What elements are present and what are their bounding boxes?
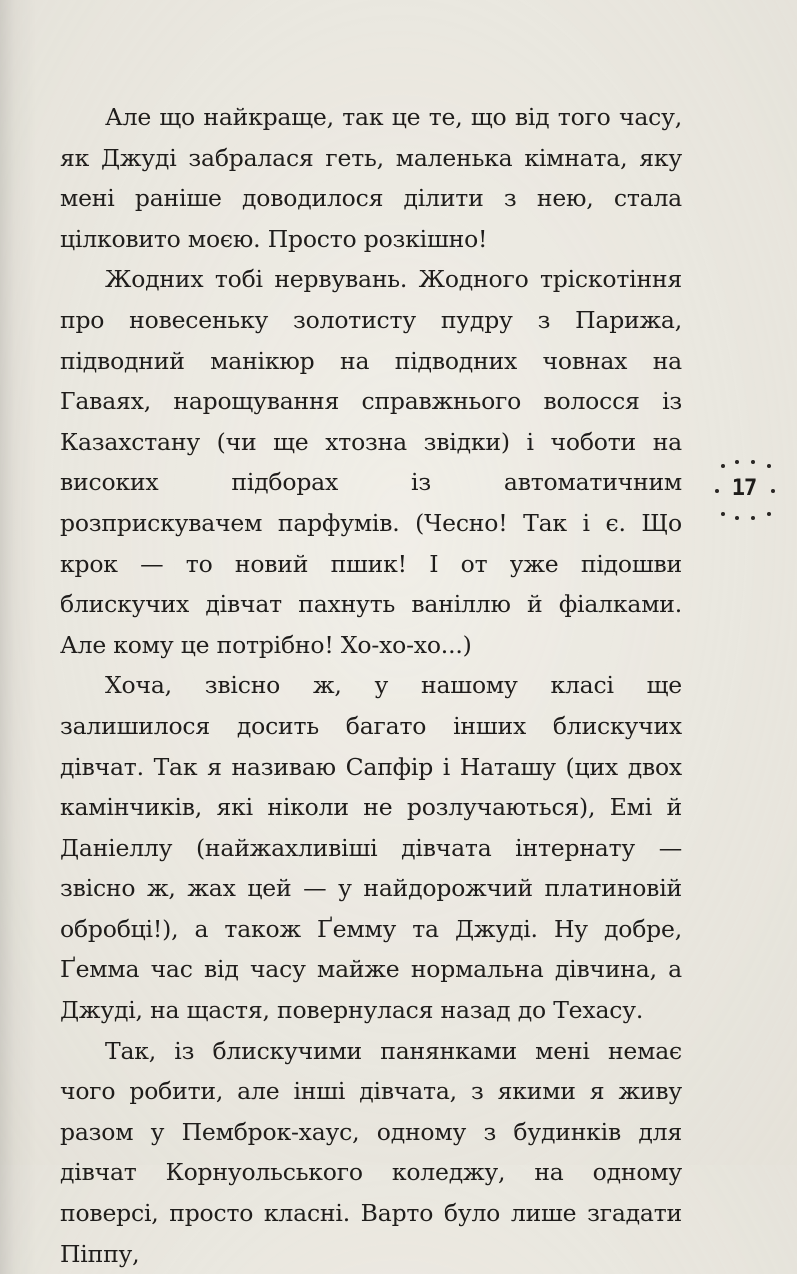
ornament-dot bbox=[721, 512, 725, 516]
paragraph-1: Але що найкраще, так це те, що від того часу, як Джуді забралася геть, маленька кімната, яку мені раніше доводилося ділити з нею, стала цілковито моєю. Просто розкішно! bbox=[60, 103, 682, 253]
paragraph-2: Жодних тобі нервувань. Жодного тріскотіння про новесеньку золотисту пудру з Парижа, підводний манікюр на підводних човнах на Гаваях, нарощування справжнього волосся із Казахстану (чи ще хтозна звідки) і чоботи на високих підборах із автоматичним розприскувачем парфумів. (Чесно! Так і є. Що крок — то новий пшик! І от уже підошви блискучих дівчат пахнуть ваніллю й фіалками. Але кому це потрібно! Хо-хо-хо...) bbox=[60, 265, 682, 659]
paragraph-4: Так, із блискучими панянками мені немає чого робити, але інші дівчата, з якими я живу разом у Пемброк-хаус, одному з будинків для дівчат Корнуольського коледжу, на одному поверсі, просто класні. Варто було лише згадати Піппу, bbox=[60, 1036, 682, 1268]
page-number: 17 bbox=[731, 476, 757, 501]
ornament-dot bbox=[767, 464, 771, 468]
ornament-dot bbox=[751, 516, 755, 520]
ornament-dot bbox=[767, 512, 771, 516]
ornament-dot bbox=[735, 460, 739, 464]
body-text bbox=[60, 97, 682, 1274]
ornament-dot bbox=[721, 464, 725, 468]
page-number-ornament bbox=[711, 456, 777, 526]
paragraph-3: Хоча, звісно ж, у нашому класі ще залишилося досить багато інших блискучих дівчат. Так я називаю Сапфір і Наташу (цих двох камінчиків, які ніколи не розлучаються), Емі й Даніеллу (найжахливіші дівчата інтернату — звісно ж, жах цей — у найдорожчий платиновій обробці!), а також Ґемму та Джуді. Ну добре, Ґемма час від часу майже нормальна дівчина, а Джуді, на щастя, повернулася назад до Техасу. bbox=[60, 671, 682, 1025]
ornament-dot bbox=[751, 460, 755, 464]
ornament-dot bbox=[735, 516, 739, 520]
